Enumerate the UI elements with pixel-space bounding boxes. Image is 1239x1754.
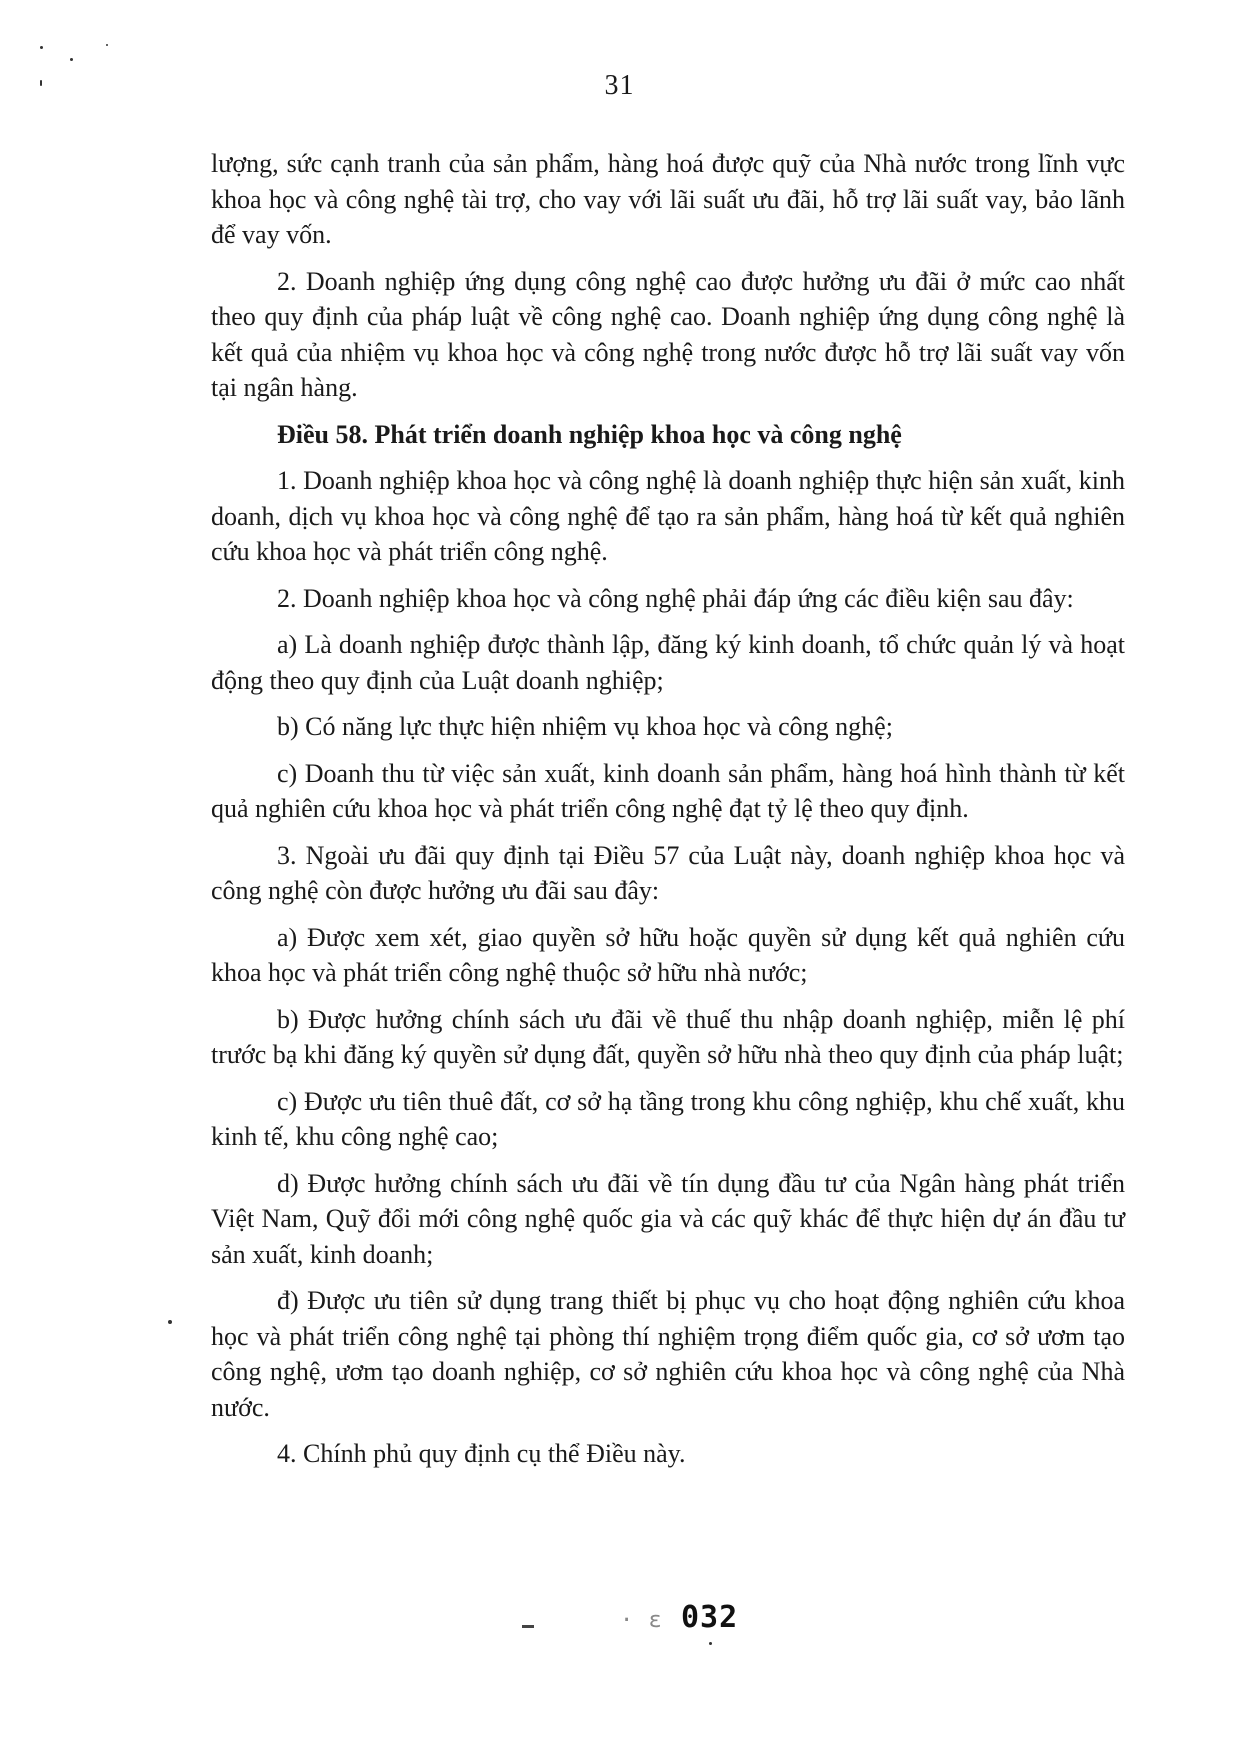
- body-paragraph: 1. Doanh nghiệp khoa học và công nghệ là doanh nghiệp thực hiện sản xuất, kinh doanh, dịch vụ khoa học và công nghệ để tạo ra sản phẩm, hàng hoá từ kết quả nghiên cứu khoa học và phát triển công nghệ.: [211, 466, 1125, 566]
- body-paragraph: 4. Chính phủ quy định cụ thể Điều này.: [277, 1439, 686, 1468]
- article-heading: Điều 58. Phát triển doanh nghiệp khoa học và công nghệ: [277, 419, 902, 449]
- scan-speck: [40, 46, 43, 49]
- scan-speck: [40, 80, 42, 86]
- body-paragraph: 2. Doanh nghiệp ứng dụng công nghệ cao được hưởng ưu đãi ở mức cao nhất theo quy định của pháp luật về công nghệ cao. Doanh nghiệp ứng dụng công nghệ là kết quả của nhiệm vụ khoa học và công nghệ trong nước được hỗ trợ lãi suất vay vốn tại ngân hàng.: [211, 266, 1125, 402]
- footer-stamp-prefix: · ɛ: [620, 1608, 677, 1633]
- scan-speck: [106, 44, 108, 46]
- body-paragraph: a) Là doanh nghiệp được thành lập, đăng ký kinh doanh, tổ chức quản lý và hoạt động theo quy định của Luật doanh nghiệp;: [211, 630, 1125, 695]
- footer-stamp: [620, 1600, 738, 1635]
- scan-speck: [709, 1642, 712, 1645]
- body-paragraph: c) Được ưu tiên thuê đất, cơ sở hạ tầng trong khu công nghiệp, khu chế xuất, khu kinh tế, khu công nghệ cao;: [211, 1086, 1125, 1151]
- body-paragraph: đ) Được ưu tiên sử dụng trang thiết bị phục vụ cho hoạt động nghiên cứu khoa học và phát triển công nghệ tại phòng thí nghiệm trọng điểm quốc gia, cơ sở ươm tạo công nghệ, ươm tạo doanh nghiệp, cơ sở nghiên cứu khoa học và công nghệ của Nhà nước.: [211, 1286, 1125, 1422]
- body-paragraph: lượng, sức cạnh tranh của sản phẩm, hàng hoá được quỹ của Nhà nước trong lĩnh vực khoa học và công nghệ tài trợ, cho vay với lãi suất ưu đãi, hỗ trợ lãi suất vay, bảo lãnh để vay vốn.: [211, 149, 1125, 249]
- footer-stamp-number: 032: [680, 1600, 739, 1635]
- scan-speck: [70, 58, 73, 61]
- body-paragraph: 2. Doanh nghiệp khoa học và công nghệ phải đáp ứng các điều kiện sau đây:: [277, 583, 1074, 613]
- body-paragraph: 3. Ngoài ưu đãi quy định tại Điều 57 của Luật này, doanh nghiệp khoa học và công nghệ còn được hưởng ưu đãi sau đây:: [211, 840, 1125, 905]
- scan-speck: [168, 1320, 172, 1324]
- page-number: 31: [604, 70, 635, 101]
- scan-dash: [522, 1625, 534, 1628]
- body-paragraph: d) Được hưởng chính sách ưu đãi về tín dụng đầu tư của Ngân hàng phát triển Việt Nam, Quỹ đổi mới công nghệ quốc gia và các quỹ khác để thực hiện dự án đầu tư sản xuất, kinh doanh;: [211, 1168, 1125, 1269]
- body-paragraph: a) Được xem xét, giao quyền sở hữu hoặc quyền sử dụng kết quả nghiên cứu khoa học và phát triển công nghệ thuộc sở hữu nhà nước;: [211, 922, 1125, 987]
- body-paragraph: b) Có năng lực thực hiện nhiệm vụ khoa học và công nghệ;: [277, 712, 893, 741]
- body-paragraph: b) Được hưởng chính sách ưu đãi về thuế thu nhập doanh nghiệp, miễn lệ phí trước bạ khi đăng ký quyền sử dụng đất, quyền sở hữu nhà theo quy định của pháp luật;: [211, 1004, 1125, 1069]
- document-body: [211, 146, 1125, 1483]
- body-paragraph: c) Doanh thu từ việc sản xuất, kinh doanh sản phẩm, hàng hoá hình thành từ kết quả nghiên cứu khoa học và phát triển công nghệ đạt tỷ lệ theo quy định.: [211, 758, 1125, 823]
